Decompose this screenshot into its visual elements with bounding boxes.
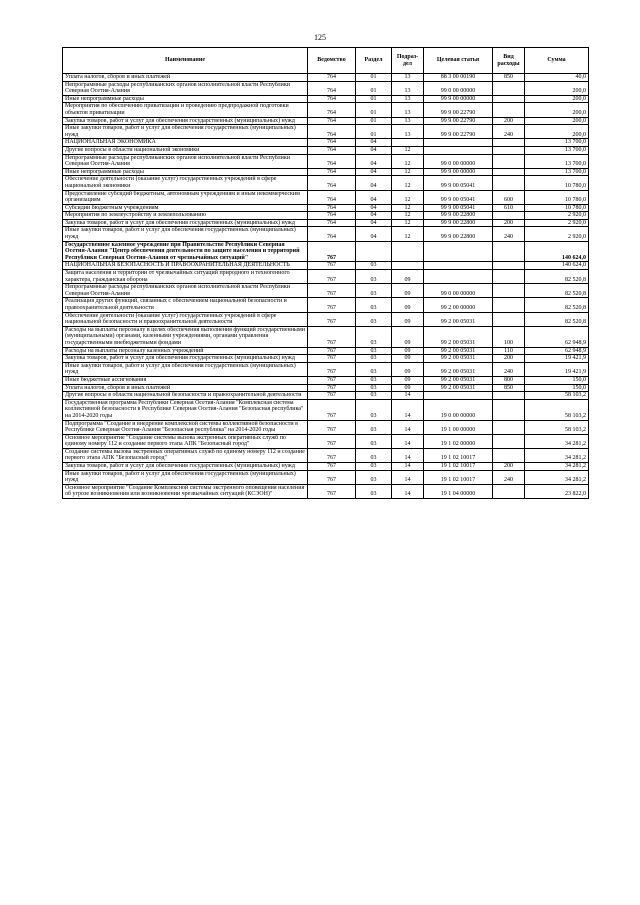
cell-sub: 09 xyxy=(392,298,424,312)
cell-sub: 12 xyxy=(392,227,424,241)
cell-name: Иные закупки товаров, работ и услуг для обеспечения государственных (муниципальных) нужд xyxy=(63,125,308,139)
cell-name: Закупка товаров, работ и услуг для обеспечения государственных (муниципальных) нужд xyxy=(63,219,308,227)
cell-sum: 34 281,2 xyxy=(525,448,589,462)
cell-name: Расходы на выплаты персоналу казенных учреждений xyxy=(63,347,308,355)
cell-section: 04 xyxy=(356,154,392,168)
cell-sum: 200,0 xyxy=(525,125,589,139)
table-row xyxy=(63,434,589,448)
cell-type xyxy=(493,168,525,176)
cell-dept: 767 xyxy=(308,326,356,347)
header-sum: Сумма xyxy=(525,48,589,74)
table-row xyxy=(63,241,589,262)
cell-section: 01 xyxy=(356,74,392,82)
table-row xyxy=(63,362,589,376)
cell-target: 19 0 00 00000 xyxy=(424,399,493,420)
cell-sum: 19 421,9 xyxy=(525,362,589,376)
cell-sub: 13 xyxy=(392,117,424,125)
cell-sum: 13 700,0 xyxy=(525,146,589,154)
cell-sum: 200,0 xyxy=(525,117,589,125)
cell-target: 99 0 00 00000 xyxy=(424,81,493,95)
cell-section: 03 xyxy=(356,448,392,462)
cell-section: 03 xyxy=(356,362,392,376)
cell-name: Защита населения и территории от чрезвычайных ситуаций природного и техногенного характера, гражданская оборона xyxy=(63,270,308,284)
cell-type xyxy=(493,312,525,326)
cell-sum: 34 281,2 xyxy=(525,434,589,448)
table-row xyxy=(63,448,589,462)
cell-dept: 764 xyxy=(308,154,356,168)
cell-section: 03 xyxy=(356,376,392,384)
table-row xyxy=(63,270,589,284)
cell-type xyxy=(493,154,525,168)
cell-target: 19 1 02 00000 xyxy=(424,434,493,448)
table-row xyxy=(63,219,589,227)
cell-dept: 764 xyxy=(308,125,356,139)
cell-type: 200 xyxy=(493,355,525,363)
cell-section: 03 xyxy=(356,262,392,270)
cell-target: 99 9 00 22800 xyxy=(424,212,493,220)
cell-dept: 767 xyxy=(308,262,356,270)
table-row xyxy=(63,74,589,82)
cell-dept: 767 xyxy=(308,312,356,326)
cell-section: 03 xyxy=(356,355,392,363)
cell-sub: 09 xyxy=(392,347,424,355)
cell-name: Другие вопросы в области национальной экономики xyxy=(63,146,308,154)
cell-sub: 12 xyxy=(392,212,424,220)
table-row xyxy=(63,262,589,270)
cell-target xyxy=(424,139,493,147)
cell-section: 03 xyxy=(356,434,392,448)
cell-sub xyxy=(392,262,424,270)
cell-target: 99 9 00 22790 xyxy=(424,103,493,117)
cell-dept: 767 xyxy=(308,448,356,462)
cell-target: 99 9 00 00000 xyxy=(424,95,493,103)
cell-dept: 767 xyxy=(308,463,356,471)
cell-section: 04 xyxy=(356,190,392,204)
cell-dept: 764 xyxy=(308,146,356,154)
cell-target: 99 2 00 05031 xyxy=(424,362,493,376)
table-row xyxy=(63,484,589,498)
cell-section: 03 xyxy=(356,399,392,420)
cell-target xyxy=(424,262,493,270)
cell-sub: 14 xyxy=(392,420,424,434)
table-row xyxy=(63,212,589,220)
cell-dept: 767 xyxy=(308,347,356,355)
cell-section: 04 xyxy=(356,168,392,176)
cell-type xyxy=(493,262,525,270)
cell-name: Обеспечение деятельности (оказание услуг) государственных учреждений в сфере национальной безопасности и правоохранительной деятельности xyxy=(63,312,308,326)
cell-type xyxy=(493,448,525,462)
cell-sum: 23 822,0 xyxy=(525,484,589,498)
cell-target xyxy=(424,146,493,154)
cell-type: 850 xyxy=(493,74,525,82)
cell-type xyxy=(493,95,525,103)
cell-sum: 40,0 xyxy=(525,74,589,82)
cell-sub: 12 xyxy=(392,204,424,212)
cell-sub: 09 xyxy=(392,326,424,347)
cell-type: 240 xyxy=(493,125,525,139)
cell-dept: 764 xyxy=(308,117,356,125)
cell-name: Закупка товаров, работ и услуг для обеспечения государственных (муниципальных) нужд xyxy=(63,355,308,363)
cell-dept: 767 xyxy=(308,284,356,298)
cell-dept: 764 xyxy=(308,219,356,227)
cell-target: 99 9 00 22790 xyxy=(424,125,493,139)
cell-type xyxy=(493,81,525,95)
table-row xyxy=(63,117,589,125)
cell-dept: 767 xyxy=(308,420,356,434)
table-row xyxy=(63,204,589,212)
cell-name: Государственное казенное учреждение при Правительстве Республики Северная Осетия-Алания "Центр обеспечения деятельности по защите населения и территорий Республики Северная Осетия-Алания от чрезвычайных ситуаций" xyxy=(63,241,308,262)
cell-type xyxy=(493,399,525,420)
cell-section: 03 xyxy=(356,298,392,312)
budget-table xyxy=(62,47,589,499)
table-row xyxy=(63,227,589,241)
cell-target: 99 2 00 00000 xyxy=(424,298,493,312)
cell-type: 240 xyxy=(493,470,525,484)
cell-dept: 764 xyxy=(308,103,356,117)
cell-target: 99 2 00 05031 xyxy=(424,355,493,363)
cell-dept: 764 xyxy=(308,74,356,82)
cell-sum: 2 920,0 xyxy=(525,212,589,220)
cell-name: Реализация других функций, связанных с обеспечением национальной безопасности и правоохранительной деятельности xyxy=(63,298,308,312)
cell-name: Создание системы вызова экстренных оперативных служб по единому номеру 112 и создание первого этапа АПК "Безопасный город" xyxy=(63,448,308,462)
cell-type: 110 xyxy=(493,347,525,355)
cell-section: 03 xyxy=(356,420,392,434)
cell-target: 99 2 00 05031 xyxy=(424,347,493,355)
cell-target: 99 2 00 05031 xyxy=(424,326,493,347)
cell-sub: 12 xyxy=(392,190,424,204)
cell-sum: 140 624,0 xyxy=(525,241,589,262)
cell-sum: 62 948,9 xyxy=(525,347,589,355)
page-number: 125 xyxy=(314,33,326,42)
cell-dept: 767 xyxy=(308,355,356,363)
cell-sub: 12 xyxy=(392,146,424,154)
cell-type xyxy=(493,392,525,400)
cell-sub: 14 xyxy=(392,484,424,498)
cell-dept: 764 xyxy=(308,176,356,190)
cell-section: 03 xyxy=(356,470,392,484)
cell-sum: 58 103,2 xyxy=(525,392,589,400)
cell-type xyxy=(493,212,525,220)
cell-type xyxy=(493,103,525,117)
cell-sum: 2 920,0 xyxy=(525,219,589,227)
table-row xyxy=(63,284,589,298)
cell-section: 04 xyxy=(356,204,392,212)
cell-type: 240 xyxy=(493,227,525,241)
cell-section: 01 xyxy=(356,103,392,117)
cell-type xyxy=(493,284,525,298)
cell-dept: 767 xyxy=(308,270,356,284)
cell-sum: 58 103,2 xyxy=(525,420,589,434)
cell-sum: 150,0 xyxy=(525,384,589,392)
table-row xyxy=(63,470,589,484)
table-row xyxy=(63,168,589,176)
cell-sub: 09 xyxy=(392,312,424,326)
cell-sub: 14 xyxy=(392,434,424,448)
cell-sum: 34 281,2 xyxy=(525,470,589,484)
cell-sum: 34 281,2 xyxy=(525,463,589,471)
cell-section: 03 xyxy=(356,270,392,284)
cell-sub: 09 xyxy=(392,270,424,284)
cell-sub: 14 xyxy=(392,448,424,462)
cell-target: 99 2 00 05031 xyxy=(424,384,493,392)
cell-sub: 09 xyxy=(392,384,424,392)
header-target: Целевая статья xyxy=(424,48,493,74)
cell-name: Непрограммные расходы республиканских органов исполнительной власти Республики Северная Осетия-Алания xyxy=(63,81,308,95)
cell-dept: 767 xyxy=(308,241,356,262)
cell-sum: 13 700,0 xyxy=(525,154,589,168)
cell-type: 200 xyxy=(493,219,525,227)
cell-dept: 767 xyxy=(308,470,356,484)
cell-name: Иные закупки товаров, работ и услуг для обеспечения государственных (муниципальных) нужд xyxy=(63,470,308,484)
cell-type: 610 xyxy=(493,204,525,212)
table-row xyxy=(63,392,589,400)
cell-sub: 12 xyxy=(392,168,424,176)
cell-target xyxy=(424,270,493,284)
cell-type xyxy=(493,434,525,448)
cell-section: 03 xyxy=(356,392,392,400)
cell-sub: 09 xyxy=(392,376,424,384)
cell-name: Уплата налогов, сборов и иных платежей xyxy=(63,384,308,392)
cell-sum: 10 780,0 xyxy=(525,204,589,212)
table-row xyxy=(63,103,589,117)
cell-sub: 13 xyxy=(392,74,424,82)
cell-target xyxy=(424,241,493,262)
cell-name: Уплата налогов, сборов и иных платежей xyxy=(63,74,308,82)
cell-target: 19 1 02 10017 xyxy=(424,448,493,462)
cell-sub xyxy=(392,139,424,147)
table-row xyxy=(63,81,589,95)
table-row xyxy=(63,376,589,384)
cell-sub: 14 xyxy=(392,399,424,420)
cell-sum: 62 948,9 xyxy=(525,326,589,347)
cell-dept: 767 xyxy=(308,376,356,384)
cell-name: НАЦИОНАЛЬНАЯ ЭКОНОМИКА xyxy=(63,139,308,147)
cell-dept: 764 xyxy=(308,212,356,220)
cell-dept: 767 xyxy=(308,434,356,448)
cell-dept: 767 xyxy=(308,362,356,376)
header-name: Наименование xyxy=(63,48,308,74)
cell-sub: 13 xyxy=(392,125,424,139)
cell-dept: 764 xyxy=(308,139,356,147)
cell-type xyxy=(493,484,525,498)
cell-name: НАЦИОНАЛЬНАЯ БЕЗОПАСНОСТЬ И ПРАВООХРАНИТЕЛЬНАЯ ДЕЯТЕЛЬНОСТЬ xyxy=(63,262,308,270)
cell-dept: 764 xyxy=(308,227,356,241)
cell-sum: 200,0 xyxy=(525,95,589,103)
cell-type: 200 xyxy=(493,117,525,125)
cell-target: 88 3 00 00190 xyxy=(424,74,493,82)
cell-sub: 14 xyxy=(392,463,424,471)
table-row xyxy=(63,176,589,190)
cell-target: 19 1 00 00000 xyxy=(424,420,493,434)
cell-dept: 764 xyxy=(308,168,356,176)
cell-section: 04 xyxy=(356,219,392,227)
table-row xyxy=(63,420,589,434)
cell-sum: 2 920,0 xyxy=(525,227,589,241)
cell-target: 99 9 00 05041 xyxy=(424,204,493,212)
cell-dept: 764 xyxy=(308,190,356,204)
cell-section: 04 xyxy=(356,176,392,190)
table-row xyxy=(63,125,589,139)
cell-sub: 12 xyxy=(392,219,424,227)
cell-sub: 14 xyxy=(392,392,424,400)
cell-section: 03 xyxy=(356,284,392,298)
cell-sum: 82 520,8 xyxy=(525,270,589,284)
cell-sum: 10 780,0 xyxy=(525,176,589,190)
cell-dept: 767 xyxy=(308,384,356,392)
cell-name: Субсидии бюджетным учреждениям xyxy=(63,204,308,212)
cell-section: 01 xyxy=(356,95,392,103)
cell-sub: 09 xyxy=(392,284,424,298)
cell-name: Другие вопросы в области национальной безопасности и правоохранительной деятельности xyxy=(63,392,308,400)
cell-type xyxy=(493,298,525,312)
cell-name: Расходы на выплаты персоналу в целях обеспечения выполнения функций государственными (муниципальными) органами, казенными учреждениями, органами управления государственными внебюджетными фондами xyxy=(63,326,308,347)
cell-sum: 140 624,0 xyxy=(525,262,589,270)
cell-sub: 12 xyxy=(392,154,424,168)
cell-dept: 764 xyxy=(308,204,356,212)
cell-target: 99 9 00 05041 xyxy=(424,176,493,190)
cell-name: Государственная программа Республики Северная Осетия-Алания "Комплексная система коллективной безопасности в Республике Северная Осетия-Алания "Безопасная республика" на 2014-2020 годы xyxy=(63,399,308,420)
cell-section: 03 xyxy=(356,384,392,392)
header-section: Раздел xyxy=(356,48,392,74)
table-row xyxy=(63,146,589,154)
cell-type: 240 xyxy=(493,362,525,376)
cell-dept: 764 xyxy=(308,81,356,95)
cell-name: Мероприятия по обеспечению приватизации и проведению предпродажной подготовки объектов приватизации xyxy=(63,103,308,117)
cell-sub: 13 xyxy=(392,103,424,117)
cell-sub xyxy=(392,241,424,262)
cell-type xyxy=(493,241,525,262)
cell-dept: 767 xyxy=(308,399,356,420)
cell-dept: 764 xyxy=(308,95,356,103)
cell-section: 03 xyxy=(356,463,392,471)
cell-section: 01 xyxy=(356,81,392,95)
cell-sum: 200,0 xyxy=(525,103,589,117)
cell-dept: 767 xyxy=(308,392,356,400)
cell-name: Непрограммные расходы республиканских органов исполнительной власти Республики Северная Осетия-Алания xyxy=(63,154,308,168)
cell-dept: 767 xyxy=(308,298,356,312)
cell-name: Подпрограмма "Создание и внедрение комплексной системы коллективной безопасности в Республике Северная Осетия-Алания "Безопасная республика" на 2014-2020 годы xyxy=(63,420,308,434)
cell-name: Непрограммные расходы республиканских органов исполнительной власти Республики Северная Осетия-Алания xyxy=(63,284,308,298)
table-row xyxy=(63,355,589,363)
cell-name: Закупка товаров, работ и услуг для обеспечения государственных (муниципальных) нужд xyxy=(63,463,308,471)
cell-sub: 09 xyxy=(392,362,424,376)
cell-name: Мероприятия по землеустройству и землепользованию xyxy=(63,212,308,220)
table-row xyxy=(63,139,589,147)
table-row xyxy=(63,347,589,355)
cell-section: 01 xyxy=(356,125,392,139)
cell-section: 03 xyxy=(356,484,392,498)
cell-target: 99 9 00 22790 xyxy=(424,117,493,125)
cell-name: Иные закупки товаров, работ и услуг для обеспечения государственных (муниципальных) нужд xyxy=(63,362,308,376)
cell-name: Закупка товаров, работ и услуг для обеспечения государственных (муниципальных) нужд xyxy=(63,117,308,125)
cell-section: 04 xyxy=(356,139,392,147)
cell-section: 04 xyxy=(356,212,392,220)
cell-name: Иные закупки товаров, работ и услуг для обеспечения государственных (муниципальных) нужд xyxy=(63,227,308,241)
cell-sub: 09 xyxy=(392,355,424,363)
cell-target: 99 9 00 00000 xyxy=(424,168,493,176)
header-exp-type: Вид расходы xyxy=(493,48,525,74)
cell-sub: 13 xyxy=(392,95,424,103)
table-row xyxy=(63,298,589,312)
cell-name: Иные бюджетные ассигнования xyxy=(63,376,308,384)
cell-target: 19 1 04 00000 xyxy=(424,484,493,498)
cell-section: 04 xyxy=(356,146,392,154)
cell-sub: 14 xyxy=(392,470,424,484)
cell-target: 99 2 00 05031 xyxy=(424,312,493,326)
cell-type: 100 xyxy=(493,326,525,347)
table-header-row xyxy=(63,48,589,74)
cell-type: 600 xyxy=(493,190,525,204)
cell-section: 04 xyxy=(356,227,392,241)
cell-section: 03 xyxy=(356,347,392,355)
cell-sum: 13 700,0 xyxy=(525,168,589,176)
cell-sum: 82 520,8 xyxy=(525,312,589,326)
cell-target: 99 9 00 22800 xyxy=(424,219,493,227)
cell-sum: 19 421,9 xyxy=(525,355,589,363)
cell-target xyxy=(424,392,493,400)
table-row xyxy=(63,312,589,326)
cell-sum: 13 700,0 xyxy=(525,139,589,147)
cell-name: Основное мероприятие "Создание Комплексной системы экстренного оповещения населения об угрозе возникновения или возникновении чрезвычайных ситуаций (КСЭОН)" xyxy=(63,484,308,498)
cell-name: Предоставление субсидий бюджетным, автономным учреждениям и иным некоммерческим организациям xyxy=(63,190,308,204)
cell-section xyxy=(356,241,392,262)
cell-sum: 150,0 xyxy=(525,376,589,384)
cell-type xyxy=(493,420,525,434)
table-row xyxy=(63,399,589,420)
table-row xyxy=(63,95,589,103)
cell-target: 99 0 00 00000 xyxy=(424,154,493,168)
cell-target: 19 1 02 10017 xyxy=(424,463,493,471)
cell-type: 850 xyxy=(493,384,525,392)
cell-sum: 200,0 xyxy=(525,81,589,95)
cell-target: 19 1 02 10017 xyxy=(424,470,493,484)
cell-section: 03 xyxy=(356,312,392,326)
table-row xyxy=(63,326,589,347)
cell-sub: 13 xyxy=(392,81,424,95)
cell-sum: 58 103,2 xyxy=(525,399,589,420)
cell-sum: 82 520,8 xyxy=(525,284,589,298)
cell-type xyxy=(493,139,525,147)
cell-target: 99 9 00 22800 xyxy=(424,227,493,241)
cell-target: 99 2 00 05031 xyxy=(424,376,493,384)
cell-type: 200 xyxy=(493,463,525,471)
header-subsection: Подраз- дел xyxy=(392,48,424,74)
cell-sub: 12 xyxy=(392,176,424,190)
cell-name: Иные непрограммные расходы xyxy=(63,168,308,176)
table-row xyxy=(63,190,589,204)
cell-section: 03 xyxy=(356,326,392,347)
cell-type xyxy=(493,270,525,284)
cell-type xyxy=(493,176,525,190)
cell-section: 01 xyxy=(356,117,392,125)
cell-name: Иные непрограммные расходы xyxy=(63,95,308,103)
table-row xyxy=(63,463,589,471)
cell-type: 800 xyxy=(493,376,525,384)
header-dept: Ведомство xyxy=(308,48,356,74)
cell-target: 99 9 00 05041 xyxy=(424,190,493,204)
cell-sum: 82 520,8 xyxy=(525,298,589,312)
cell-name: Обеспечение деятельности (оказание услуг) государственных учреждений в сфере национальной экономики xyxy=(63,176,308,190)
cell-type xyxy=(493,146,525,154)
table-row xyxy=(63,154,589,168)
cell-dept: 767 xyxy=(308,484,356,498)
cell-name: Основное мероприятие "Создание системы вызова экстренных оперативных служб по единому номеру 112 и создание первого этапа АПК "Безопасный город" xyxy=(63,434,308,448)
table-row xyxy=(63,384,589,392)
cell-target: 99 0 00 00000 xyxy=(424,284,493,298)
cell-sum: 10 780,0 xyxy=(525,190,589,204)
